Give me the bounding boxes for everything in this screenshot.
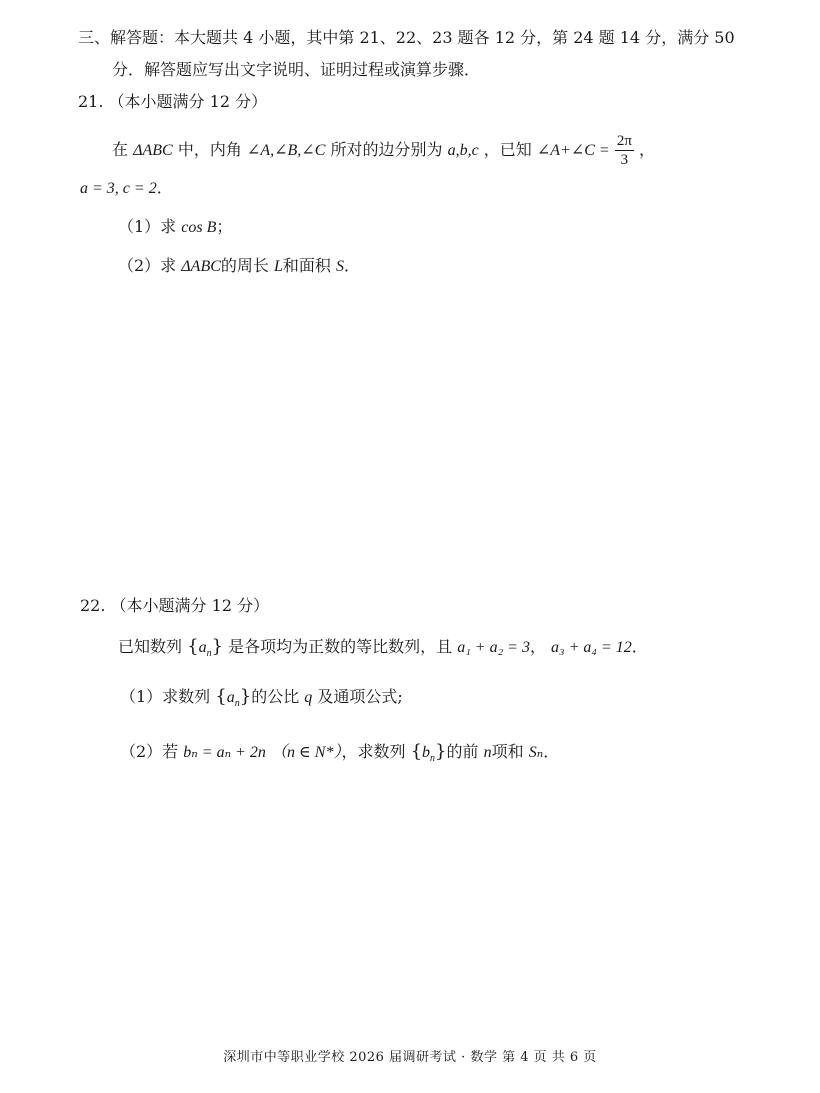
stem-text: 在 — [112, 140, 129, 159]
question-22-part-1: （1）求数列 $\{a_n\}$的公比 q 及通项公式; — [120, 686, 403, 709]
question-21-values — [80, 178, 173, 199]
stem-text: ， — [529, 637, 546, 656]
question-22-part-2: （2）若 bₙ = aₙ + 2n （n ∈ N*），求数列 $\{b_n\}$的前 n项和 Sₙ． — [120, 741, 560, 764]
stem-text: 中，内角 — [177, 140, 242, 159]
stem-text: 的公比 — [251, 687, 300, 706]
part-label: （2）若 — [120, 742, 179, 761]
question-21-header — [78, 92, 267, 112]
n-symbol: n — [483, 744, 492, 761]
stem-text: 的周长 — [220, 256, 269, 275]
question-21-part-1 — [118, 217, 232, 238]
sequence-a: a — [226, 689, 235, 706]
question-number: 22. — [80, 596, 106, 615]
stem-text: ． — [631, 637, 648, 656]
sequence-subscript: n — [206, 648, 212, 659]
page-footer: 深圳市中等职业学校 2026 届调研考试 · 数学 第 4 页 共 6 页 — [223, 1050, 597, 1065]
triangle-symbol: ΔABC — [181, 258, 221, 275]
stem-text: ； — [216, 217, 233, 236]
stem-text: 及通项公式; — [317, 687, 403, 706]
sum-symbol: Sₙ — [528, 744, 544, 761]
sequence-subscript: n — [430, 753, 436, 764]
stem-text: 所对的边分别为 — [330, 140, 443, 159]
sequence-a: a — [198, 639, 207, 656]
stem-text: ． — [344, 256, 361, 275]
area-symbol: S — [336, 258, 345, 275]
question-21-stem — [112, 132, 655, 169]
ratio-symbol: q — [304, 689, 313, 706]
n-domain: （n ∈ N*） — [270, 744, 342, 761]
stem-text: 项和 — [491, 742, 524, 761]
stem-text: 的前 — [446, 742, 479, 761]
stem-text: ， — [639, 140, 656, 159]
sequence-b: b — [422, 744, 431, 761]
condition-1: a₁ + a₂ = 3 — [457, 639, 530, 656]
question-score: （本小题满分 12 分） — [108, 92, 268, 111]
fraction-numerator: 2π — [616, 133, 632, 149]
angle-sum-condition: ∠A+∠C = — [536, 142, 610, 159]
perimeter-symbol: L — [274, 258, 283, 275]
stem-text: ，已知 — [483, 140, 532, 159]
stem-text: 已知数列 — [118, 637, 183, 656]
part-label: （2）求 — [118, 256, 177, 275]
fraction-two-pi-over-three — [615, 132, 634, 169]
condition-2: a₃ + a₄ = 12 — [551, 639, 632, 656]
part-label: （1）求数列 — [120, 687, 211, 706]
side-values: a = 3, c = 2 — [80, 180, 157, 197]
question-21-part-2 — [118, 256, 360, 277]
fraction-denominator: 3 — [615, 150, 634, 169]
sequence-subscript: n — [234, 698, 240, 709]
stem-text: ，求数列 — [341, 742, 406, 761]
stem-text: 和面积 — [282, 256, 331, 275]
part-label: （1）求 — [118, 217, 177, 236]
question-number: 21. — [78, 92, 104, 111]
stem-text: ． — [156, 178, 173, 197]
cos-b-expression: cos B — [181, 219, 217, 236]
question-score: （本小题满分 12 分） — [110, 596, 270, 615]
b-n-definition: bₙ = aₙ + 2n — [183, 744, 266, 761]
section-heading: 三、解答题：本大题共 4 小题，其中第 21、22、23 题各 12 分，第 24 题 14 分，满分 50 — [78, 28, 735, 47]
stem-text: 是各项均为正数的等比数列，且 — [228, 637, 453, 656]
question-22-header — [80, 596, 269, 616]
section-instructions: 分．解答题应写出文字说明、证明过程或演算步骤． — [112, 60, 481, 79]
sides-expression: a,b,c — [447, 142, 479, 159]
angles-expression: ∠A,∠B,∠C — [246, 142, 326, 159]
question-22-stem: 已知数列 $\{a_n\}$ 是各项均为正数的等比数列，且 a₁ + a₂ = 3， a₃ + a₄ = 12． — [118, 636, 648, 659]
stem-text: ． — [543, 742, 560, 761]
triangle-symbol: ΔABC — [133, 142, 173, 159]
